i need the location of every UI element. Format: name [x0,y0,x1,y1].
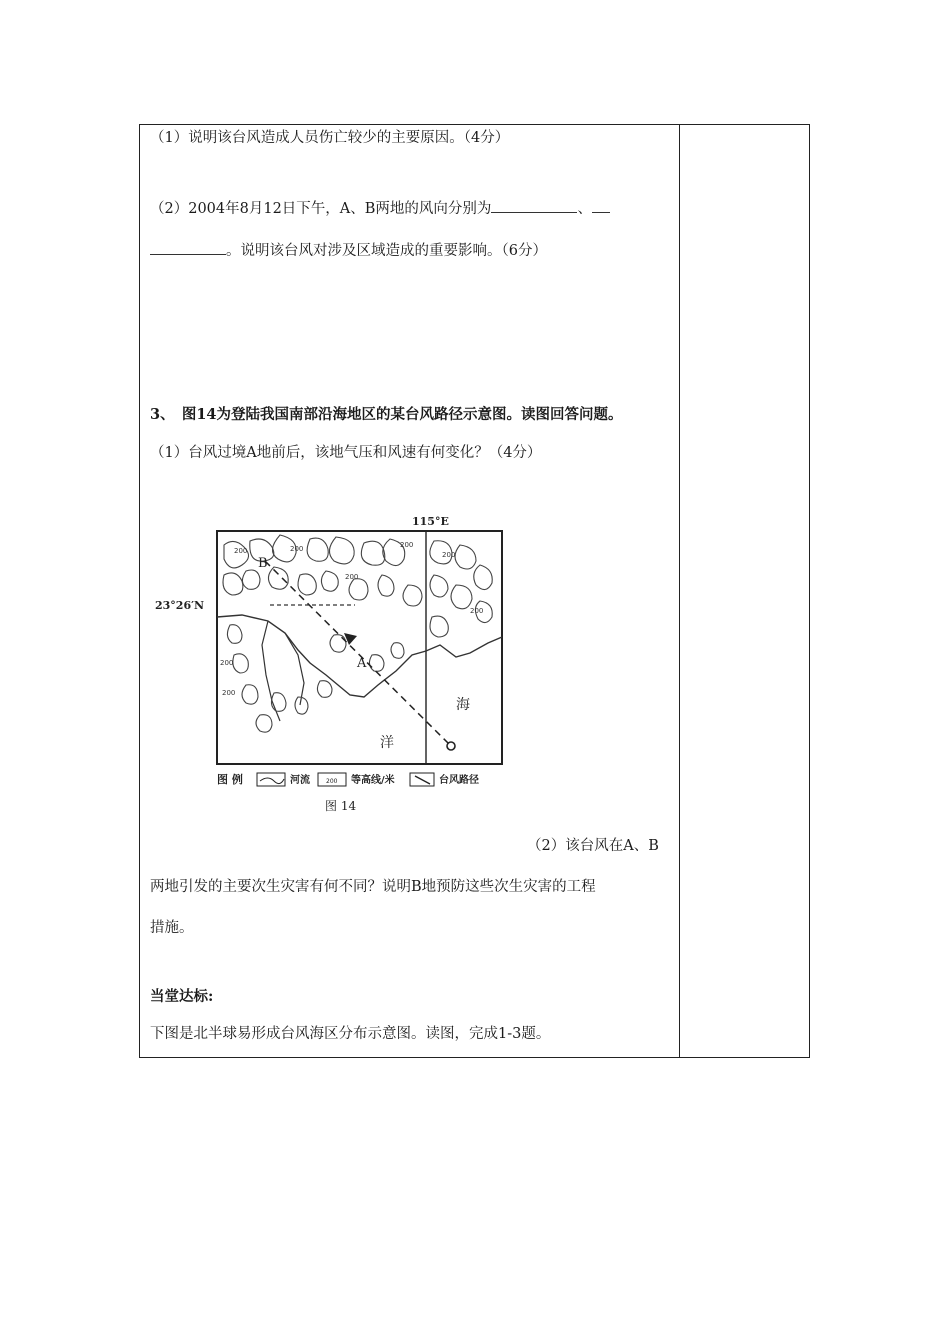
river-symbol [257,773,285,786]
q2-part2-tail: 。说明该台风对涉及区域造成的重要影响。（6分） [226,243,547,259]
answer-blank-a[interactable] [491,198,577,213]
map-caption: 图 14 [325,799,357,813]
river-symbol-line [260,778,284,784]
contour-label: 200 [290,545,304,553]
longitude-label: 115°E [412,515,449,528]
contour-label: 200 [400,541,414,549]
practice-heading: 当堂达标: [150,988,214,1005]
sea-label: 海 [456,697,470,713]
legend-contour-label: 等高线/米 [351,775,395,786]
q2-part2-separator: 、 [577,201,592,217]
column-divider [679,124,680,1058]
answer-blank-b-start[interactable] [592,198,610,213]
path-symbol-line [415,776,430,784]
q2-part2-line1 [150,198,610,219]
latitude-label: 23°26′N [155,599,205,612]
legend-path-label: 台风路径 [439,775,479,786]
q3-part2-line1: （2）该台风在A、B [527,838,659,854]
legend-river-label: 河流 [290,775,310,786]
contour-label: 200 [234,547,248,555]
q2-part2-text: （2）2004年8月12日下午，A、B两地的风向分别为 [150,201,492,217]
q3-part2-line3: 措施。 [150,920,194,936]
q2-part2-line2 [150,240,547,261]
legend-contour-value: 200 [326,778,338,785]
practice-intro: 下图是北半球易形成台风海区分布示意图。读图，完成1-3题。 [150,1026,551,1042]
q3-part1: （1）台风过境A地前后，该地气压和风速有何变化？（4分） [150,445,542,461]
legend-title: 图 例 [217,773,243,786]
ocean-label: 洋 [380,735,394,751]
point-b-label: B [258,556,268,571]
point-a-label: A [357,656,367,671]
answer-blank-b[interactable] [150,240,226,255]
q2-part1: （1）说明该台风造成人员伤亡较少的主要原因。（4分） [150,130,510,146]
map-legend [217,772,479,786]
contour-label: 200 [345,573,359,581]
contour-label: 200 [442,551,456,559]
contour-label: 200 [222,689,236,697]
q3-part2-line2: 两地引发的主要次生灾害有何不同？说明B地预防这些次生灾害的工程 [150,879,596,895]
contour-label: 200 [470,607,484,615]
typhoon-path-map [150,505,520,835]
contour-label: 200 [220,659,234,667]
q3-title: 3、 图14为登陆我国南部沿海地区的某台风路径示意图。读图回答问题。 [150,406,623,423]
